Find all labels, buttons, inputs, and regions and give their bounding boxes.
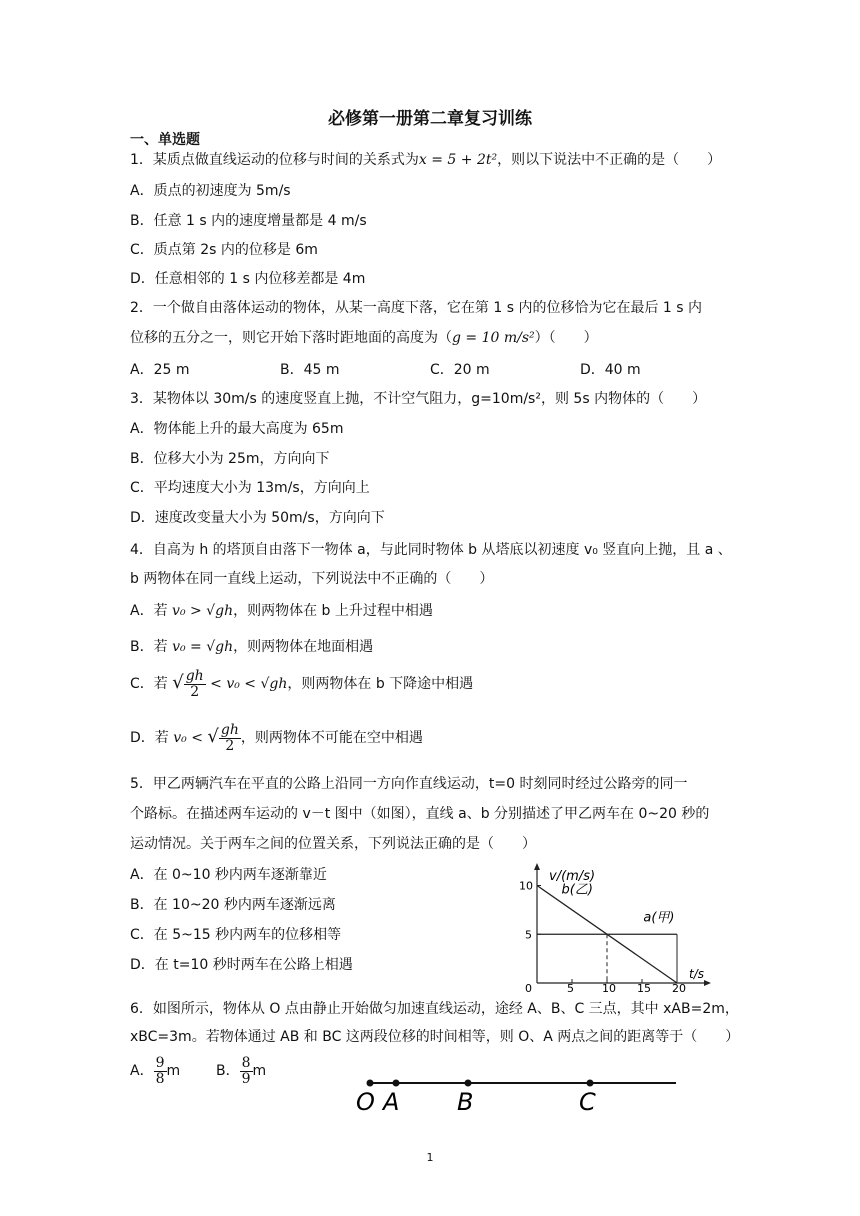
x-axis-arrow	[704, 980, 711, 986]
q1-stem-text: 1．某质点做直线运动的位移与时间的关系式为	[130, 152, 419, 168]
q4-option-c: C．若 √ $\frac{gh}{2}$ < v₀ < √gh，则两物体在 b 下降途中相遇	[130, 668, 474, 700]
q4-option-a-text: ，则两物体在 b 上升过程中相遇	[233, 603, 433, 619]
q2-stem-text: 位移的五分之一，则它开始下落时距地面的高度为（	[130, 330, 452, 346]
q2-g-value: g = 10 m/s²	[452, 330, 535, 346]
q5-option-b: B．在 10~20 秒内两车逐渐远离	[130, 897, 336, 913]
q4-c-frac-den: 2	[190, 683, 200, 700]
q5-option-d: D．在 t=10 秒时两车在公路上相遇	[130, 957, 353, 973]
q2-stem-line1: 2．一个做自由落体运动的物体，从某一高度下落，它在第 1 s 内的位移恰为它在最后 1 s 内	[130, 300, 703, 316]
q6-option-a	[130, 1056, 180, 1086]
q4-option-c-text: ，则两物体在 b 下降途中相遇	[287, 676, 474, 693]
q4-option-b	[130, 636, 373, 656]
y-tick-label-10: 10	[519, 879, 533, 893]
point-c	[587, 1080, 594, 1087]
label-o: O	[356, 1088, 375, 1116]
label-b: B	[457, 1088, 474, 1116]
q4-option-c-label: C．若	[130, 676, 168, 693]
point-b	[465, 1080, 472, 1087]
q5-stem-line2: 个路标。在描述两车运动的 v－t 图中（如图），直线 a、b 分别描述了甲乙两车在 0~20 秒的	[130, 806, 710, 822]
q6-option-b	[216, 1056, 266, 1086]
label-c: C	[579, 1088, 596, 1116]
q4-d-frac-num: gh	[220, 722, 239, 738]
q5-option-c: C．在 5~15 秒内两车的位移相等	[130, 927, 342, 943]
q4-option-d: D．若 v₀ < √ $\frac{gh}{2}$ ，则两物体不可能在空中相遇	[130, 722, 423, 754]
q6-option-a-fraction	[154, 1056, 167, 1086]
q6-a-den: 8	[155, 1070, 165, 1087]
q6-b-den: 9	[241, 1070, 251, 1087]
question-1-stem	[130, 149, 721, 169]
chart-marks	[519, 880, 686, 995]
q4-stem-line2: b 两物体在同一直线上运动，下列说法中不正确的（ ）	[130, 571, 494, 587]
q4-option-b-text: ，则两物体在地面相遇	[233, 639, 374, 655]
q4-option-b-label: B．若	[130, 639, 168, 655]
q5-stem-line3: 运动情况。关于两车之间的位置关系，下列说法正确的是（ ）	[130, 836, 536, 852]
point-a	[393, 1080, 400, 1087]
q1-option-c: C．质点第 2s 内的位移是 6m	[130, 242, 318, 258]
label-a: A	[383, 1088, 400, 1116]
oabc-line-diagram	[350, 1070, 680, 1118]
x-tick-label-10: 10	[602, 982, 616, 994]
page-title: 必修第一册第二章复习训练	[328, 109, 532, 129]
q4-option-d-fraction	[219, 723, 241, 753]
q2-option-c: C．20 m	[430, 362, 490, 378]
q4-d-frac-den: 2	[225, 737, 235, 754]
x-tick-label-0: 0	[525, 982, 532, 994]
q4-option-d-label: D．若	[130, 730, 169, 747]
q3-option-c: C．平均速度大小为 13m/s，方向向上	[130, 480, 370, 496]
q4-option-a	[130, 600, 433, 620]
q1-option-b: B．任意 1 s 内的速度增量都是 4 m/s	[130, 213, 367, 229]
q2-option-a: A．25 m	[130, 362, 190, 378]
series-label-b: b(乙)	[561, 882, 593, 898]
q5-stem-line1: 5．甲乙两辆汽车在平直的公路上沿同一方向作直线运动，t=0 时刻同时经过公路旁的同一	[130, 776, 688, 792]
q4-option-a-label: A．若	[130, 603, 168, 619]
q6-a-num: 9	[155, 1055, 165, 1071]
y-axis-label: v/(m/s)	[549, 869, 596, 884]
x-tick-label-15: 15	[637, 982, 651, 994]
q3-option-d: D．速度改变量大小为 50m/s，方向向下	[130, 510, 385, 526]
q4-option-d-text: ，则两物体不可能在空中相遇	[240, 730, 423, 747]
q4-option-c-fraction	[184, 669, 206, 699]
q6-option-b-label: B．	[216, 1063, 240, 1080]
x-axis-label: t/s	[689, 967, 704, 981]
q4-option-a-math: v₀ > √gh	[172, 603, 234, 619]
q6-stem-line1: 6．如图所示，物体从 O 点由静止开始做匀加速直线运动，途经 A、B、C 三点，其中 xAB=2m，	[130, 1001, 739, 1017]
q3-option-a: A．物体能上升的最大高度为 65m	[130, 421, 344, 437]
q6-option-a-label: A．	[130, 1063, 154, 1080]
q4-c-frac-num: gh	[185, 668, 204, 684]
q2-option-b: B．45 m	[280, 362, 340, 378]
q6-option-b-fraction	[240, 1056, 253, 1086]
q1-stem-tail: ，则以下说法中不正确的是（ ）	[497, 152, 722, 168]
q6-option-b-unit: m	[252, 1063, 267, 1080]
q6-stem-line2: xBC=3m。若物体通过 AB 和 BC 这两段位移的时间相等，则 O、A 两点之间的距离等于（ ）	[130, 1029, 740, 1045]
y-tick-label-5: 5	[525, 928, 532, 942]
q3-option-b: B．位移大小为 25m，方向向下	[130, 451, 330, 467]
q1-option-d: D．任意相邻的 1 s 内位移差都是 4m	[130, 271, 366, 287]
q1-option-a: A．质点的初速度为 5m/s	[130, 183, 291, 199]
y-axis-arrow	[534, 863, 540, 870]
x-tick-label-20: 20	[672, 982, 686, 994]
vt-chart	[515, 858, 715, 994]
q6-b-num: 8	[241, 1055, 251, 1071]
q1-formula: x = 5 + 2t²	[418, 152, 498, 168]
series-label-a: a(甲)	[643, 910, 675, 926]
section-heading: 一、单选题	[130, 132, 200, 148]
page-number: 1	[426, 1151, 434, 1164]
q2-stem-tail: ）（ ）	[534, 330, 598, 346]
q2-option-d: D．40 m	[580, 362, 641, 378]
q2-stem-line2	[130, 327, 598, 347]
q5-option-a: A．在 0~10 秒内两车逐渐靠近	[130, 867, 327, 883]
q6-option-a-unit: m	[166, 1063, 181, 1080]
point-o	[367, 1080, 374, 1087]
q4-stem-line1: 4．自高为 h 的塔顶自由落下一物体 a，与此同时物体 b 从塔底以初速度 v₀ 竖直向上抛，且 a 、	[130, 542, 732, 558]
q3-stem: 3．某物体以 30m/s 的速度竖直上抛，不计空气阻力，g=10m/s²，则 5s 内物体的（ ）	[130, 391, 707, 407]
x-tick-label-5: 5	[567, 982, 574, 994]
q4-option-b-math: v₀ = √gh	[172, 639, 234, 655]
